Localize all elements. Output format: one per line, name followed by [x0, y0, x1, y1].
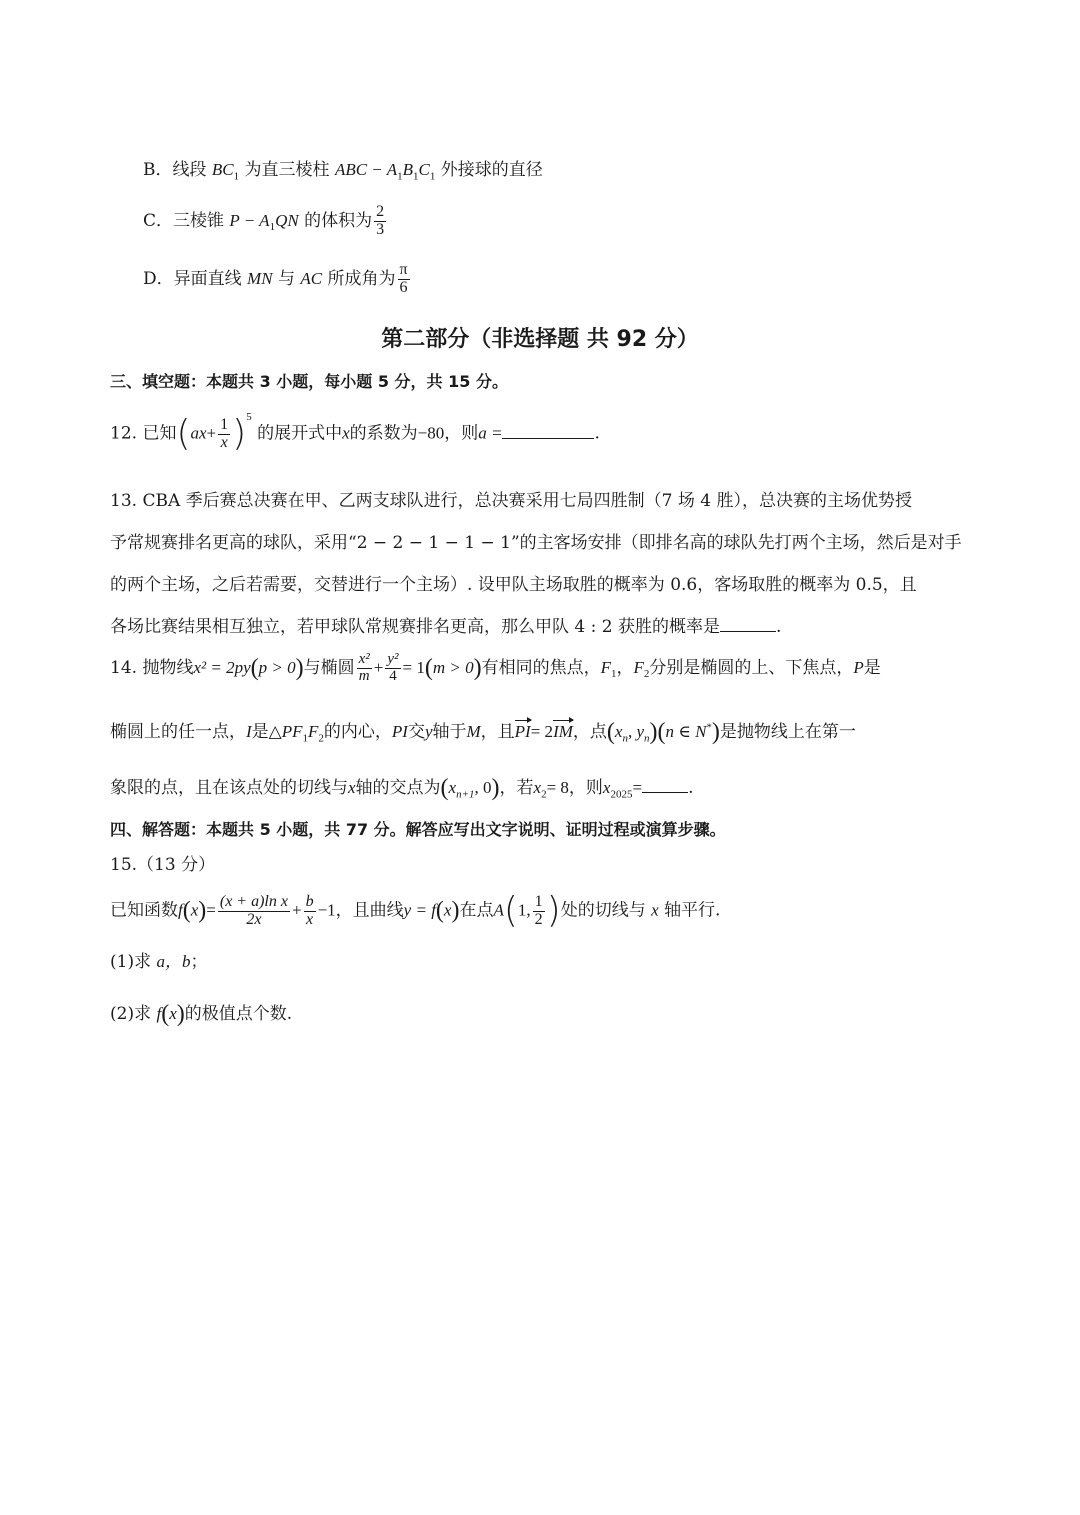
subscript: n	[643, 732, 650, 745]
math: AC	[300, 268, 323, 288]
fraction	[398, 262, 410, 297]
denominator: 3	[376, 220, 385, 238]
math: B	[402, 160, 413, 179]
math: = 8	[546, 777, 569, 797]
math: F	[633, 657, 644, 677]
math: x	[533, 777, 542, 797]
math: +	[373, 657, 384, 677]
denominator: m	[358, 667, 370, 684]
numerator: 1	[534, 892, 543, 910]
math: ax	[190, 423, 207, 443]
math: +	[291, 900, 302, 920]
text: 分别是椭圆的上、下焦点，	[649, 657, 854, 678]
text: 异面直线	[173, 268, 242, 289]
text: 为直三棱柱	[244, 160, 330, 180]
text: (2)求	[110, 1003, 152, 1024]
text: 轴平行.	[664, 900, 721, 921]
text: 是	[251, 721, 269, 742]
text: 在点	[459, 900, 494, 921]
math: f	[178, 900, 183, 920]
paren: )	[198, 897, 207, 924]
text: 各场比赛结果相互独立，若甲球队常规赛排名更高，那么甲队 4 : 2 获胜的概率是	[110, 617, 720, 637]
paren: )	[473, 654, 482, 681]
paren-close: )	[232, 413, 247, 454]
option-label: D．	[143, 268, 174, 289]
math: x	[651, 900, 659, 920]
math: p > 0	[258, 657, 296, 677]
fraction	[385, 652, 400, 685]
text: 交	[407, 721, 425, 742]
math: F	[600, 657, 611, 677]
option-d	[143, 262, 980, 297]
question-14-line3	[110, 774, 980, 803]
numerator: b	[305, 892, 314, 910]
text: 椭圆上的任一点，	[110, 721, 246, 742]
subscript: 1	[429, 170, 436, 183]
numerator: π	[399, 261, 408, 278]
text: ，点	[572, 721, 607, 742]
text: 是	[863, 657, 881, 678]
text: 已知	[142, 423, 177, 444]
math: −80	[417, 423, 445, 443]
question-number: 14.	[110, 657, 138, 678]
text: 的体积为	[304, 210, 373, 231]
paren: (	[606, 719, 615, 745]
question-15-part1	[110, 952, 980, 972]
paren: (	[161, 1001, 170, 1027]
math: ,	[627, 721, 637, 741]
fraction	[218, 894, 290, 929]
q13-line: 13. CBA 季后赛总决赛在甲、乙两支球队进行，总决赛采用七局四胜制（7 场 4 胜），总决赛的主场优势授	[110, 491, 912, 511]
denominator: 6	[399, 278, 408, 296]
math: P − A	[229, 210, 270, 230]
math: △PF	[268, 721, 303, 741]
part2-title: 第二部分（非选择题 共 92 分）	[381, 327, 699, 352]
text: 的极值点个数.	[184, 1003, 293, 1024]
question-number: 12.	[110, 423, 138, 444]
text: 处的切线与	[560, 900, 646, 921]
q13-line: 的两个主场，之后若需要，交替进行一个主场）. 设甲队主场取胜的概率为 0.6，客场取胜的概率为 0.5，且	[110, 575, 917, 595]
math: x	[443, 900, 452, 920]
subscript: 2025	[610, 788, 633, 801]
math: x	[348, 777, 356, 797]
math: x	[448, 777, 457, 797]
math: 1,	[517, 900, 531, 920]
text: ；	[190, 952, 208, 972]
subscript: 2	[643, 668, 650, 681]
question-15-body	[110, 890, 980, 931]
question-15-part2	[110, 1000, 980, 1029]
question-15-heading: 15.（13 分）	[110, 855, 216, 875]
text: ，	[616, 657, 634, 678]
question-14-line1	[110, 652, 980, 685]
math: x	[169, 1003, 177, 1023]
question-12	[110, 410, 980, 454]
math: =	[632, 777, 643, 797]
text: 外接球的直径	[440, 160, 543, 180]
superscript: *	[706, 721, 712, 734]
text: ，且曲线	[335, 900, 404, 921]
q13-line: 予常规赛排名更高的球队，采用“2 − 2 − 1 − 1 − 1”的主客场安排（即排名高的球队先打两个主场，然后是对手	[110, 533, 962, 553]
question-14-line2	[110, 718, 980, 747]
math: x	[614, 721, 623, 741]
text: 轴的交点为	[355, 777, 441, 798]
math: f	[156, 1003, 162, 1023]
math: n ∈ N	[665, 721, 707, 741]
vector-im: IM	[553, 719, 573, 742]
text: 轴于	[432, 721, 467, 742]
math: A	[493, 900, 504, 920]
math: MN	[247, 268, 273, 288]
paren: (	[250, 654, 259, 681]
text: 抛物线	[142, 657, 194, 678]
text: ，则	[568, 777, 603, 798]
math: m > 0	[432, 657, 474, 677]
math: M	[466, 721, 481, 741]
math: y	[424, 721, 433, 741]
section4-header: 四、解答题：本题共 5 小题，共 77 分。解答应写出文字说明、证明过程或演算步骤。	[110, 820, 726, 839]
subscript: 1	[269, 221, 276, 234]
paren: (	[435, 897, 444, 924]
q13-line	[110, 606, 975, 648]
denominator: 2	[534, 910, 543, 928]
paren: )	[711, 719, 720, 745]
text: 的展开式中	[257, 423, 343, 444]
math: P	[853, 657, 864, 677]
fraction	[533, 894, 545, 929]
subscript: 2	[318, 732, 324, 745]
fraction	[304, 894, 316, 929]
text: .	[688, 777, 694, 798]
paren: )	[649, 719, 658, 745]
math: y	[636, 721, 644, 741]
numerator: 2	[376, 203, 385, 220]
math: QN	[275, 210, 299, 230]
math: x	[190, 900, 199, 920]
text: 的内心，	[323, 721, 392, 742]
fraction	[357, 652, 372, 685]
numerator: 1	[220, 415, 229, 433]
text: ，且	[480, 721, 515, 742]
answer-blank[interactable]	[720, 617, 776, 632]
denominator: x	[220, 433, 228, 451]
math: ABC − A	[334, 160, 398, 179]
text: 三棱锥	[173, 210, 225, 231]
subscript: 1	[233, 170, 240, 183]
numerator: y²	[387, 651, 399, 667]
text: ，若	[499, 777, 534, 798]
math: +	[206, 423, 217, 443]
numerator: (x + a)ln x	[219, 892, 288, 910]
paren: )	[546, 890, 561, 931]
option-c	[143, 204, 980, 239]
denominator: 2x	[246, 910, 262, 928]
subscript: 1	[302, 732, 309, 745]
paren: (	[503, 890, 518, 931]
paren: (	[424, 654, 433, 681]
paren: (	[440, 775, 449, 801]
option-b	[143, 160, 980, 184]
math: a，b	[156, 952, 191, 971]
section3-header: 三、填空题：本题共 3 小题，每小题 5 分，共 15 分。	[110, 372, 508, 391]
vector-pi: PI	[515, 719, 531, 742]
text: 已知函数	[110, 900, 178, 921]
paren: )	[491, 775, 500, 801]
denominator: 4	[389, 667, 397, 684]
text: 的系数为	[349, 423, 418, 444]
math: −1	[317, 900, 336, 920]
math: = 1	[402, 657, 425, 677]
question-13	[110, 480, 975, 648]
text: (1)求	[110, 952, 152, 972]
math: x² = 2py	[193, 657, 251, 677]
math: x	[602, 777, 611, 797]
exponent: 5	[246, 410, 252, 423]
text: .	[594, 423, 600, 444]
numerator: x²	[358, 651, 370, 667]
math: C	[418, 160, 430, 179]
math: BC	[211, 160, 234, 179]
answer-blank[interactable]	[642, 778, 688, 793]
math: = 2	[530, 721, 554, 741]
denominator: x	[306, 910, 314, 928]
math: a =	[478, 423, 503, 443]
paren: )	[451, 897, 460, 924]
text: 线段	[172, 160, 207, 180]
math: PI	[391, 721, 408, 741]
fraction	[218, 417, 230, 452]
subscript: 1	[611, 668, 617, 681]
text: 象限的点，且在该点处的切线与	[110, 777, 348, 798]
answer-blank[interactable]	[502, 424, 594, 439]
math: y = f	[403, 900, 436, 920]
subscript: n	[622, 732, 628, 745]
text: .	[775, 617, 782, 637]
option-label: B．	[143, 160, 173, 180]
paren: )	[176, 1001, 185, 1027]
text: 是抛物线上在第一	[719, 721, 856, 742]
subscript: 1	[413, 170, 419, 183]
option-label: C．	[143, 210, 174, 231]
text: 与	[277, 268, 295, 289]
paren: (	[657, 719, 666, 745]
math: =	[206, 900, 216, 920]
subscript: 1	[397, 170, 403, 183]
text: ，则	[444, 423, 479, 444]
math: I	[246, 721, 252, 741]
paren: )	[295, 654, 304, 681]
fraction	[374, 204, 386, 239]
subscript: n+1	[456, 788, 475, 801]
text: 所成角为	[327, 268, 396, 289]
math: , 0	[474, 777, 492, 797]
math: F	[308, 721, 319, 741]
text: 与椭圆	[303, 657, 355, 678]
paren-open: (	[176, 413, 191, 454]
paren: (	[182, 897, 191, 924]
subscript: 2	[541, 788, 547, 801]
math: x	[342, 423, 350, 443]
text: 有相同的焦点，	[481, 657, 601, 678]
